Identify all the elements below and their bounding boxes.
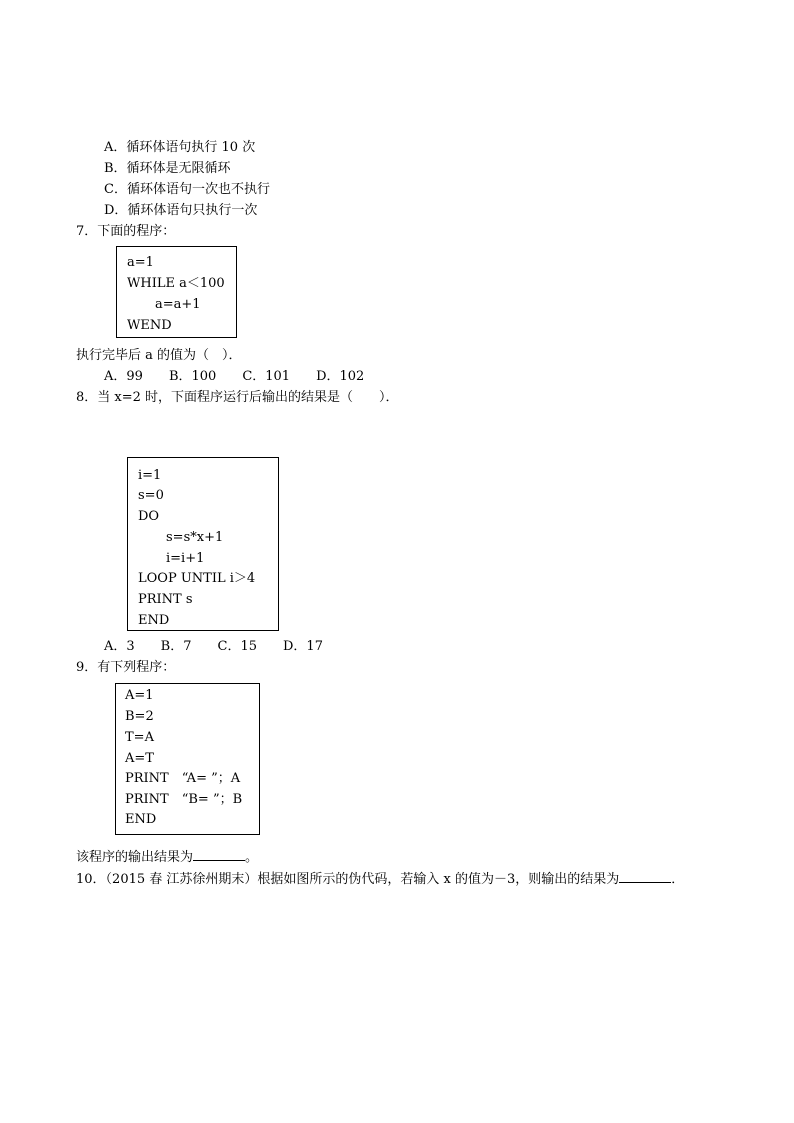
q9-code-line: T=A — [125, 730, 154, 745]
q7-option-a: A．99 — [104, 369, 143, 384]
q8-code-line: i=1 — [138, 468, 162, 483]
q7-code-line: a=a+1 — [155, 297, 201, 312]
q8-options — [104, 638, 349, 655]
q8-code-line: s=s*x+1 — [166, 530, 224, 545]
q7-code-box — [116, 246, 237, 338]
q7-option-c: C．101 — [242, 369, 291, 384]
q9-code-line: END — [125, 812, 157, 827]
q8-option-c: C．15 — [217, 639, 257, 654]
q8-option-d: D．17 — [283, 639, 323, 654]
q10-answer-blank[interactable] — [619, 869, 671, 883]
q7-code-line: WHILE a＜100 — [127, 276, 225, 291]
q9-after-suffix: 。 — [245, 850, 259, 865]
q9-code-line: A=1 — [125, 688, 154, 703]
q8-code-box — [127, 457, 279, 631]
q8-code-line: s=0 — [138, 488, 164, 503]
q9-after-text — [76, 847, 258, 866]
q7-option-d: D．102 — [316, 369, 365, 384]
q8-code-line: PRINT s — [138, 592, 193, 607]
q6-option-d: D．循环体语句只执行一次 — [104, 203, 258, 218]
q9-answer-blank[interactable] — [193, 847, 245, 861]
q7-stem: 7．下面的程序： — [76, 224, 176, 239]
q7-options — [104, 368, 390, 385]
q8-option-b: B．7 — [160, 639, 192, 654]
q7-option-b: B．100 — [168, 369, 217, 384]
q8-code-line: END — [138, 613, 170, 628]
q8-option-a: A．3 — [104, 639, 135, 654]
q9-code-box — [115, 683, 260, 835]
q10-stem-suffix: ． — [671, 872, 685, 887]
q7-code-line: WEND — [127, 318, 172, 333]
q8-code-line: DO — [138, 509, 160, 524]
q6-option-c: C．循环体语句一次也不执行 — [104, 182, 270, 197]
q6-option-b: B．循环体是无限循环 — [104, 161, 231, 176]
q8-code-line: LOOP UNTIL i＞4 — [138, 571, 256, 586]
q9-code-line: A=T — [125, 751, 154, 766]
q10-stem — [76, 869, 684, 888]
q6-option-a: A．循环体语句执行 10 次 — [104, 140, 256, 155]
q9-code-line: PRINT “B= ”；B — [125, 792, 243, 807]
q8-stem: 8．当 x=2 时，下面程序运行后输出的结果是（ ）． — [76, 390, 399, 405]
q9-after-prefix: 该程序的输出结果为 — [76, 850, 194, 865]
q7-after-text: 执行完毕后 a 的值为（ ）． — [76, 348, 242, 363]
q9-code-line: B=2 — [125, 709, 154, 724]
q8-code-line: i=i+1 — [166, 551, 205, 566]
q9-stem: 9．有下列程序： — [76, 660, 176, 675]
q7-code-line: a=1 — [127, 255, 154, 270]
q10-stem-prefix: 10．（2015 春 江苏徐州期末）根据如图所示的伪代码，若输入 x 的值为－3，则输出的结果为 — [76, 872, 620, 887]
q9-code-line: PRINT “A= ”；A — [125, 771, 241, 786]
